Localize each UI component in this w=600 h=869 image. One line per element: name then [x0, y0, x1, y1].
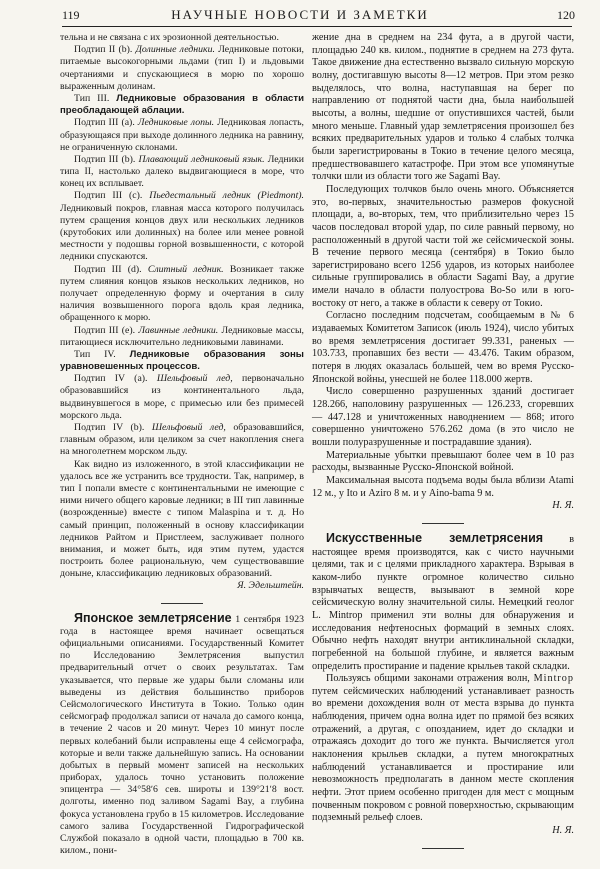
paragraph-subtype-IIIc: Подтип III (c). Пьедестальный ледник (Piedmont). Ледниковый покров, главная масса которого получилась путем сращения концов двух или нескольких ледников (крутобоких или долинных) на более или менее ровной местности у подошвы горной возвышенности, с которой ледники спускаются.: [60, 190, 304, 263]
paragraph: Число совершенно разрушенных зданий достигает 128.266, наполовину разрушенных — 126.233, сгоревших — 447.128 и уничтоженных наводнением — 868; итого совершенно уничтожено 576.262 дома (в это число не вошли полуразрушенные и пострадавшие здания).: [312, 386, 574, 448]
section-divider: [161, 603, 203, 604]
paragraph: Последующих толчков было очень много. Объясняется это, во-первых, значительностью размеров фокусной площади, а, во-вторых, тем, что приблизительно через 15 часов последовал второй удар, по силе равный первому, но расположенный в другой части той же сейсмической зоны. В течение первого месяца (сентября) в Токио было зарегистрировано всего 1256 ударов, из которых наиболее сильные группировались в области Sagami Bay, а другие имели начало в области полуострова Bo-So или в юго-востоку от него, а также в области к северу от Токио.: [312, 183, 574, 309]
paragraph: тельна и не связана с их эрозионной деятельностью.: [60, 32, 279, 43]
paragraph-subtype-IIIa: Подтип III (a). Ледниковые лопы. Ледниковая лопасть, образующаяся при выходе долинного ледника на равнину, не ограниченную склонами.: [60, 117, 304, 153]
section-divider: [422, 523, 464, 524]
article-artificial-earthquakes: Искусственные землетрясения в настоящее время производятся, как с чисто научными целями, так и с целями прикладного характера. Взрывая в каком-либо пункте огромное количество сильно взрывчатых веществ, вызывают в земной коре сейсмическую волну значительной силы. Немецкий геолог L. Mintrop применил эти волны для обнаружения и исследования нефтеносных формаций в земных слоях. Обычно нефть находят внутри антиклинальной складки, погребенной на большой глубине, и является важным определить простирание и падение крыльев такой складки.: [312, 530, 575, 672]
paragraph: жение дна в среднем на 234 фута, а в другой части, площадью 240 кв. килом., поднятие в среднем на 273 фута. Такое движение дна естественно вызвало сильную морскую волну, достигавшую высоты 8—12 метров. При этом резко выделялось, что волна, наступавшая на берег по направлению от поднятой части дна, была наибольшей высоты, а волны, шедшие от опустившихся частей, были много меньше. Главный удар землетрясения произошел без всяких предварительных ударов и только 4 слабых толчка были зарегистрированы в Токио в течение целого месяца, предшествовавшего катастрофе. При этом все упомянутые толчки шли из области того же Sagami Bay.: [312, 32, 574, 183]
author-signature: Я. Эдельштейн.: [237, 580, 304, 592]
section-divider: [422, 848, 464, 849]
paragraph-subtype-IIIe: Подтип III (e). Лавинные ледники. Ледниковые массы, питающиеся исключительно ледниковыми лавинами.: [60, 324, 304, 348]
paragraph: Согласно последним подсчетам, сообщаемым в № 6 издаваемых Комитетом Записок (июль 1924), число убитых во время землетрясения достигает 99.331, раненых — 103.733, пропавших без вести — 43.476. Таким образом, потеря в людях оказалась большей, чем во время Русско-Японской войны, унесшей не более 118.000 жертв.: [312, 310, 574, 385]
paragraph-subtype-IIId: Подтип III (d). Слитный ледник. Возникает также путем слияния концов языков нескольких ледников, но получает определенную форму и очертания в силу наличия возвышенного порога вдоль края ледника, обращенного к морю.: [60, 263, 304, 324]
paragraph: Материальные убытки превышают более чем в 10 раз расходы, вызванные Русско-Японской войной.: [312, 449, 574, 474]
paragraph: Пользуясь общими законами отражения волн, Mintrop путем сейсмических наблюдений устанавливает разность во времени дохождения волн от места взрыва до пункта наблюдения, причем одна волна идет по прямой без всяких отражений, а другая, с опозданием, идет до складки и отражаясь доходит до того же пункта. Вычисляется угол наклонения крыльев складки, а путем многократных наблюдений устанавливается и простирание или невозможность предполагать в данном месте скопления нефти. Этот прием особенно пригоден для мест с мощным почвенным покровом с ровной поверхностью, скрывающим подземный рельеф слоев.: [312, 673, 574, 824]
paragraph-type-IV: Тип IV. Ледниковые образования зоны уравновешенных процессов.: [60, 348, 304, 373]
author-initials: Н. Я.: [552, 825, 574, 837]
header-rule: [62, 26, 572, 27]
article-heading: Японское землетрясение: [74, 610, 232, 625]
paragraph: Максимальная высота подъема воды была вблизи Atami 12 м., у Ito и Aziro 8 м. и у Aino-bama 9 м.: [312, 474, 574, 499]
page-number-left: 119: [62, 8, 80, 22]
paragraph-subtype-IVa: Подтип IV (a). Шельфовый лед, первоначально образовавшийся из континентального льда, выдвинувшегося в море, с примесью или без примесей морского льда.: [60, 373, 305, 421]
paragraph-subtype-IIb: Подтип II (b). Долинные ледники. Ледниковые потоки, питаемые высокогорными льдами (тип I) и льдовыми очертаниями и спускающиеся в морю по хорошо выраженным долинам.: [60, 44, 304, 92]
paragraph-type-III: Тип III. Ледниковые образования в области преобладающей аблации.: [60, 92, 304, 117]
right-column: [312, 32, 574, 857]
paragraph-conclusion: Как видно из изложенного, в этой классификации не удалось все же устранить все трудности. Так, например, в тип I попали вместе с континентальными не имеющие с ними ничего общего каровые ледники; в III тип лавинные (возрожденные) вместе с типом Malaspina и т. д. Но самый принцип, положенный в основу классификации ледников Райтом и Пристлеем, заслуживает полного внимания, и может быть, идя этим путем, удастся построить более рациональную, чем существовавшие доныне, классификацию ледниковых образований.: [60, 458, 304, 580]
paragraph-subtype-IVb: Подтип IV (b). Шельфовый лед, образовавшийся, главным образом, или целиком за счет накопления снега на многолетнем морском льду.: [60, 422, 304, 458]
author-initials: Н. Я.: [552, 500, 574, 512]
running-header: [0, 0, 600, 28]
page-number-right: 120: [557, 8, 575, 22]
article-heading: Искусственные землетрясения: [326, 530, 544, 545]
running-title: НАУЧНЫЕ НОВОСТИ И ЗАМЕТКИ: [171, 7, 429, 22]
article-japanese-earthquake: Японское землетрясение 1 сентября 1923 года в настоящее время начинает освещаться официальными описаниями. Государственный Комитет по Исследованию Землетрясения выпустил предварительный отчет о своих результатах. Там указывается, что первые же удары были сломаны или выведены из действия большинство приборов Сейсмологического Института в Токио. Только один сейсмограф продолжал записи от начала до самого конца, в течение 2 часов и 20 минут. Через 10 минут после первых колебаний были исправлены еще 4 сейсмографа, которые и вели также дальнейшую запись. На основании добытых в первый момент записей на нескольких приборах, удалось точно установить положение эпицентра — 34°58ʹ6 сев. широты и 139°21ʹ8 вост. долготы, именно под заливом Sagami Bay, а глубина фокуса установлена грубо в 15 километров. Исследование самого залива Государственной Гидрографической Службой показало в одной части, площадью в 700 кв. килом., пони-: [60, 610, 304, 857]
paragraph-subtype-IIIb: Подтип III (b). Плавающий ледниковый язык. Ледники типа II, настолько далеко выдвигающиеся в море, что конец их всплывает.: [60, 153, 304, 190]
left-column: [60, 32, 304, 857]
